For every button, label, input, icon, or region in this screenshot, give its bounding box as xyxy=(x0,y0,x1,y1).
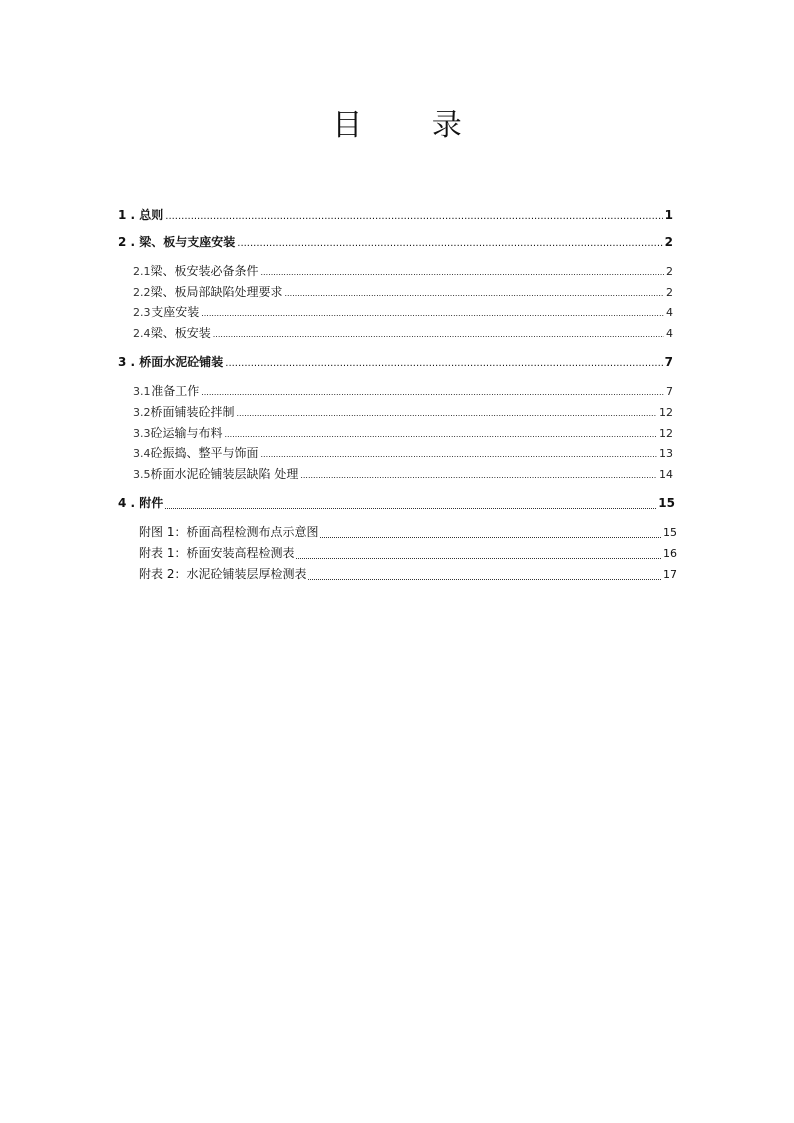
toc-entry-page: 12 xyxy=(659,427,673,440)
toc-entry-number: 2.3 xyxy=(133,306,151,319)
toc-leader-dots xyxy=(285,283,664,303)
toc-entry-number: 3.5 xyxy=(133,468,151,481)
toc-entry-3-5[interactable] xyxy=(133,465,673,483)
toc-entry-3-1[interactable] xyxy=(133,382,673,400)
toc-entry-label: 支座安装 xyxy=(151,305,200,319)
toc-entry-label: 准备工作 xyxy=(151,384,200,398)
page-title: 目 录 xyxy=(332,108,492,143)
toc-entry-2-2[interactable] xyxy=(133,283,673,301)
toc-entry-number: 3.4 xyxy=(133,447,151,460)
toc-entry-section-4[interactable] xyxy=(118,494,675,512)
toc-entry-page: 14 xyxy=(659,468,673,481)
toc-entry-3-3[interactable] xyxy=(133,424,673,442)
toc-attachment-figure-1[interactable] xyxy=(139,523,677,541)
toc-leader-dots xyxy=(165,206,662,226)
toc-entry-label: 1 . 总则 xyxy=(118,208,164,222)
toc-entry-label: 附表 1：桥面安装高程检测表 xyxy=(139,546,295,560)
toc-entry-page: 1 xyxy=(664,208,673,222)
toc-entry-2-3[interactable] xyxy=(133,303,673,321)
toc-leader-dots xyxy=(237,233,662,253)
toc-entry-label: 3 . 桥面水泥砼铺装 xyxy=(118,355,224,369)
toc-leader-dots xyxy=(237,403,657,423)
toc-entry-page: 15 xyxy=(663,526,677,539)
toc-entry-label: 砼运输与布料 xyxy=(150,426,223,440)
toc-leader-dots xyxy=(201,382,664,402)
toc-entry-3-4[interactable] xyxy=(133,444,673,462)
toc-entry-number: 2.2 xyxy=(133,286,151,299)
toc-entry-number: 3.3 xyxy=(133,427,151,440)
toc-attachment-table-1[interactable] xyxy=(139,544,677,562)
toc-entry-page: 17 xyxy=(663,568,677,581)
toc-entry-label: 砼振捣、整平与饰面 xyxy=(150,446,259,460)
toc-leader-dots xyxy=(213,324,664,344)
toc-entry-page: 7 xyxy=(664,355,673,369)
toc-entry-label: 4 . 附件 xyxy=(118,496,164,510)
toc-leader-dots xyxy=(261,262,664,282)
toc-leader-dots xyxy=(261,444,657,464)
toc-leader-dots xyxy=(201,303,664,323)
toc-entry-page: 16 xyxy=(663,547,677,560)
toc-entry-label: 梁、板局部缺陷处理要求 xyxy=(150,285,283,299)
toc-attachment-table-2[interactable] xyxy=(139,565,677,583)
toc-leader-dots xyxy=(300,465,657,485)
toc-entry-label: 桥面水泥砼铺装层缺陷 处理 xyxy=(150,467,299,481)
toc-entry-section-1[interactable] xyxy=(118,206,673,224)
toc-leader-dots xyxy=(225,353,662,373)
toc-entry-number: 2.4 xyxy=(133,327,151,340)
toc-entry-3-2[interactable] xyxy=(133,403,673,421)
toc-entry-label: 附图 1：桥面高程检测布点示意图 xyxy=(139,525,319,539)
toc-entry-page: 12 xyxy=(659,406,673,419)
toc-entry-page: 2 xyxy=(664,235,673,249)
toc-entry-page: 2 xyxy=(666,265,673,278)
toc-entry-page: 7 xyxy=(666,385,673,398)
toc-entry-section-2[interactable] xyxy=(118,233,673,251)
toc-entry-label: 2 . 梁、板与支座安装 xyxy=(118,235,236,249)
toc-entry-section-3[interactable] xyxy=(118,353,673,371)
toc-leader-dots xyxy=(320,537,661,538)
toc-entry-label: 梁、板安装必备条件 xyxy=(150,264,259,278)
toc-entry-number: 2.1 xyxy=(133,265,151,278)
toc-entry-page: 4 xyxy=(666,306,673,319)
toc-entry-number: 3.2 xyxy=(133,406,151,419)
toc-entry-2-1[interactable] xyxy=(133,262,673,280)
toc-entry-label: 桥面铺装砼拌制 xyxy=(150,405,235,419)
toc-leader-dots xyxy=(165,508,656,509)
toc-entry-label: 梁、板安装 xyxy=(150,326,211,340)
toc-entry-label: 附表 2：水泥砼铺装层厚检测表 xyxy=(139,567,307,581)
toc-entry-number: 3.1 xyxy=(133,385,151,398)
toc-entry-2-4[interactable] xyxy=(133,324,673,342)
toc-entry-page: 2 xyxy=(666,286,673,299)
toc-leader-dots xyxy=(296,558,661,559)
toc-entry-page: 15 xyxy=(658,496,675,510)
toc-leader-dots xyxy=(308,579,661,580)
toc-leader-dots xyxy=(225,424,657,444)
toc-entry-page: 4 xyxy=(666,327,673,340)
toc-entry-page: 13 xyxy=(659,447,673,460)
